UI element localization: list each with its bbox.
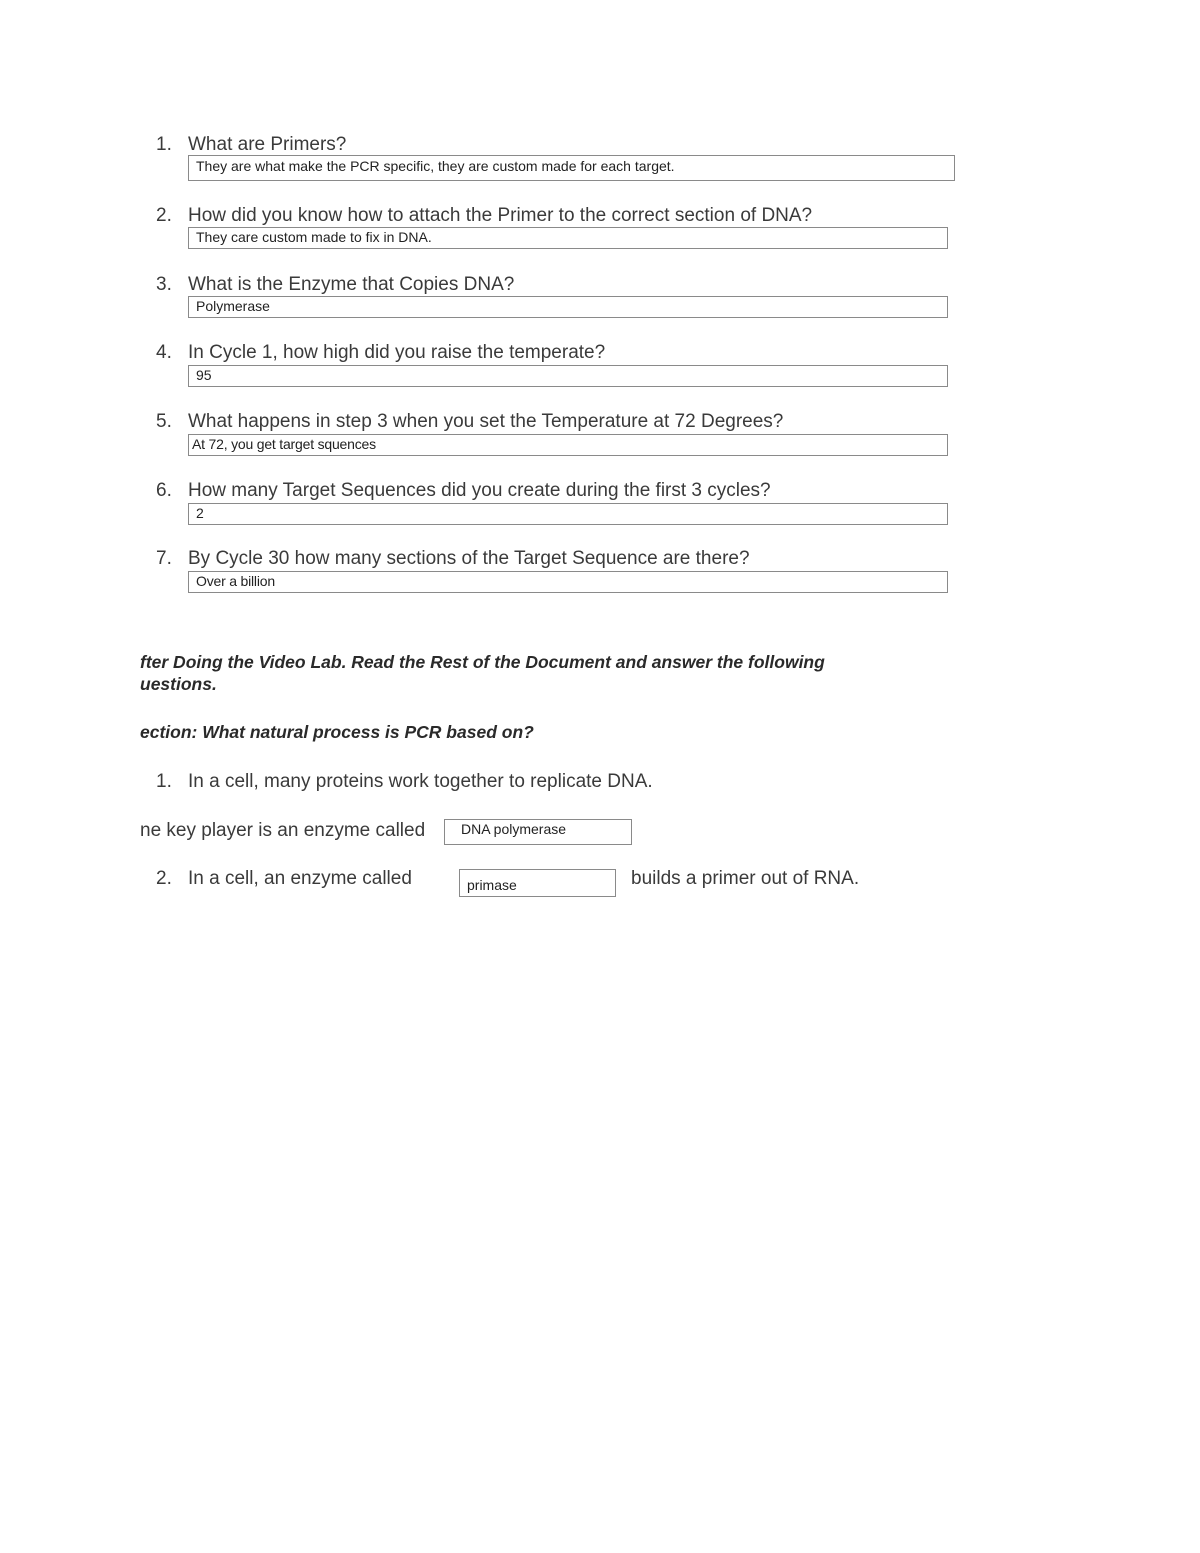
part2-question-1	[156, 771, 653, 793]
question-text: In a cell, many proteins work together to replicate DNA.	[188, 771, 653, 792]
question-4	[156, 342, 605, 364]
question-text: In Cycle 1, how high did you raise the temperate?	[188, 342, 606, 363]
answer-field-6[interactable]: 2	[188, 503, 948, 525]
question-text: In a cell, an enzyme called	[188, 868, 412, 889]
answer-field-4[interactable]: 95	[188, 365, 948, 387]
question-3	[156, 274, 514, 296]
question-text: What are Primers?	[188, 134, 347, 155]
question-number: 5.	[156, 411, 172, 432]
part2-question-2	[156, 868, 412, 890]
answer-field-7[interactable]: Over a billion	[188, 571, 948, 593]
answer-field-1[interactable]: They are what make the PCR specific, they are custom made for each target.	[188, 155, 955, 181]
instructions-heading-line-1: fter Doing the Video Lab. Read the Rest of the Document and answer the following	[140, 652, 825, 672]
question-text: How many Target Sequences did you create during the first 3 cycles?	[188, 480, 771, 501]
instructions-heading-line-2: uestions.	[140, 674, 217, 694]
question-text: What is the Enzyme that Copies DNA?	[188, 274, 515, 295]
question-number: 2.	[156, 205, 172, 226]
answer-field-2[interactable]: They care custom made to fix in DNA.	[188, 227, 948, 249]
answer-field-3[interactable]: Polymerase	[188, 296, 948, 318]
question-number: 3.	[156, 274, 172, 295]
question-number: 2.	[156, 868, 172, 889]
answer-field-5[interactable]: At 72, you get target squences	[188, 434, 948, 456]
question-text: What happens in step 3 when you set the Temperature at 72 Degrees?	[188, 411, 784, 432]
question-1	[156, 134, 346, 156]
question-number: 1.	[156, 134, 172, 155]
question-number: 7.	[156, 548, 172, 569]
section-title: ection: What natural process is PCR based on?	[140, 722, 534, 742]
question-number: 1.	[156, 771, 172, 792]
question-text: By Cycle 30 how many sections of the Target Sequence are there?	[188, 548, 750, 569]
primase-answer-field[interactable]: primase	[459, 869, 616, 897]
question-number: 4.	[156, 342, 172, 363]
dna-polymerase-answer-field[interactable]: DNA polymerase	[444, 819, 632, 845]
question-6	[156, 480, 771, 502]
question-7	[156, 548, 750, 570]
question-text: How did you know how to attach the Primer to the correct section of DNA?	[188, 205, 813, 226]
question-number: 6.	[156, 480, 172, 501]
part2-question-2-ending: builds a primer out of RNA.	[631, 868, 860, 889]
question-2	[156, 205, 812, 227]
part2-question-1-followup: ne key player is an enzyme called	[140, 820, 426, 841]
question-5	[156, 411, 783, 433]
